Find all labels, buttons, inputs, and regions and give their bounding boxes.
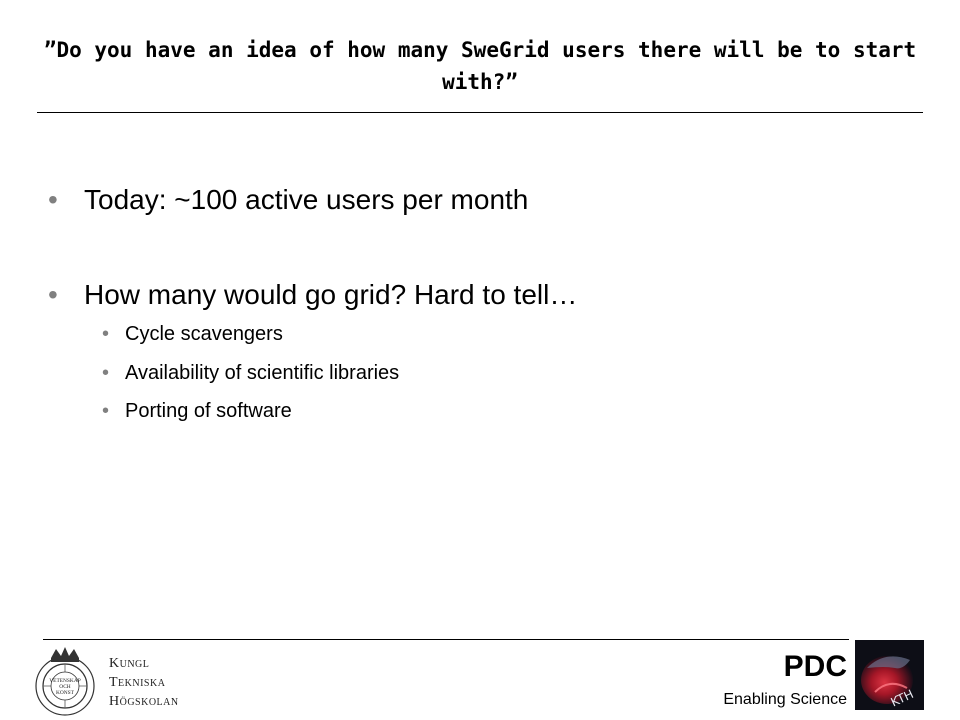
kth-seal-logo (30, 644, 100, 718)
svg-text:KTH: KTH (888, 686, 916, 710)
bullet-text: Today: ~100 active users per month (84, 184, 529, 215)
pdc-brand: PDC (783, 650, 847, 683)
bullet-dot-icon: • (48, 279, 58, 310)
pdc-tagline: Enabling Science (723, 691, 847, 708)
sub-bullet-text: Cycle scavengers (125, 323, 283, 345)
kth-wordmark (109, 654, 179, 711)
kth-wordmark-line: Högskolan (109, 694, 179, 709)
kth-photo-image (855, 640, 924, 710)
bullet-dot-icon: • (48, 184, 58, 215)
sub-bullet-dot-icon: • (102, 362, 110, 384)
sub-bullet-text: Porting of software (125, 400, 292, 422)
sub-bullet-dot-icon: • (102, 400, 110, 422)
bullet-item (48, 184, 529, 216)
kth-wordmark-line: Tekniska (109, 675, 166, 690)
bullet-text: How many would go grid? Hard to tell… (84, 279, 578, 310)
kth-wordmark-line: Kungl (109, 656, 150, 671)
sub-bullet-text: Availability of scientific libraries (125, 362, 400, 384)
svg-text:VETENSKAP: VETENSKAP (49, 678, 81, 684)
sub-bullet-item (102, 361, 400, 385)
sub-bullet-dot-icon: • (102, 323, 110, 345)
svg-text:KONST: KONST (56, 690, 74, 696)
bullet-item (48, 279, 578, 311)
svg-text:OCH: OCH (59, 684, 71, 690)
sub-bullet-item (102, 399, 292, 423)
slide-title: ”Do you have an idea of how many SweGrid users there will be to start with?” (43, 38, 917, 94)
footer-divider (43, 639, 849, 640)
sub-bullet-item (102, 322, 283, 346)
